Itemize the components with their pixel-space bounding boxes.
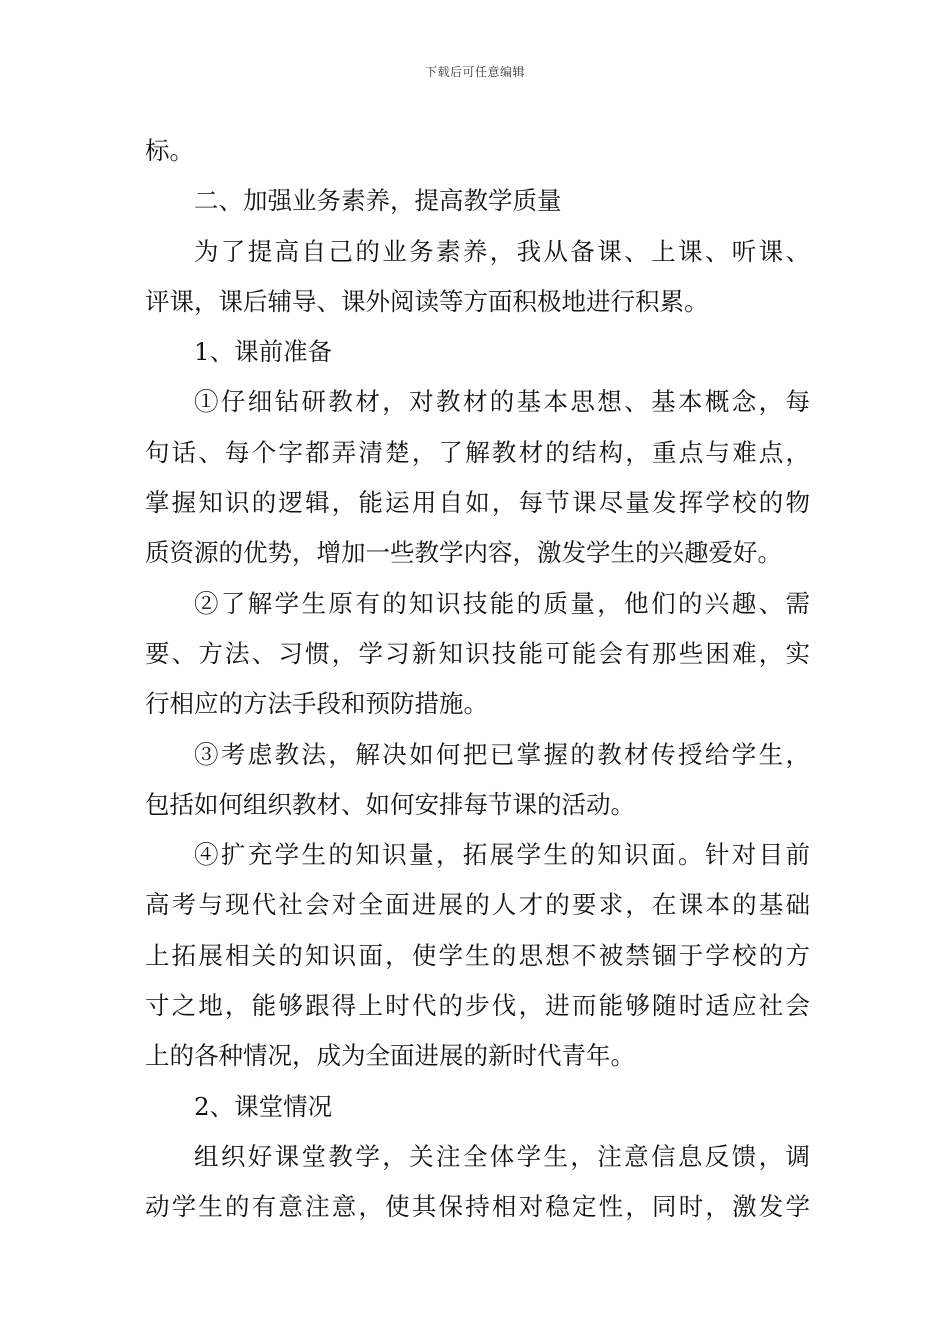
text-line: ④扩充学生的知识量，拓展学生的知识面。针对目前 [194, 840, 810, 870]
text-line: ①仔细钻研教材，对教材的基本思想、基本概念，每 [194, 387, 810, 417]
text-line: 上拓展相关的知识面，使学生的思想不被禁锢于学校的方 [145, 940, 810, 970]
text-line: 寸之地，能够跟得上时代的步伐，进而能够随时适应社会 [145, 991, 810, 1021]
text-line: 包括如何组织教材、如何安排每节课的活动。 [145, 789, 635, 819]
text-line: 评课，课后辅导、课外阅读等方面积极地进行积累。 [145, 286, 709, 316]
text-line: 上的各种情况，成为全面进展的新时代青年。 [145, 1041, 635, 1071]
page-header: 下载后可任意编辑 [424, 65, 525, 79]
text-line: 2、课堂情况 [194, 1091, 333, 1121]
text-line: 行相应的方法手段和预防措施。 [145, 689, 488, 719]
text-line: 要、方法、习惯，学习新知识技能可能会有那些困难，实 [145, 638, 810, 668]
text-line: 句话、每个字都弄清楚，了解教材的结构，重点与难点， [145, 437, 810, 467]
text-line: 1、课前准备 [194, 337, 333, 367]
text-line: 质资源的优势，增加一些教学内容，激发学生的兴趣爱好。 [145, 538, 782, 568]
text-line: 掌握知识的逻辑，能运用自如，每节课尽量发挥学校的物 [145, 488, 810, 518]
text-line: 高考与现代社会对全面进展的人才的要求，在课本的基础 [145, 890, 810, 920]
text-line: 组织好课堂教学，关注全体学生，注意信息反馈，调 [194, 1141, 810, 1171]
text-line: 动学生的有意注意，使其保持相对稳定性，同时，激发学 [145, 1192, 810, 1222]
text-line: 为了提高自己的业务素养，我从备课、上课、听课、 [194, 236, 810, 266]
text-line: ③考虑教法，解决如何把已掌握的教材传授给学生， [194, 739, 810, 769]
text-line: 标。 [145, 136, 194, 165]
document-body [145, 126, 810, 1233]
text-line: 二、加强业务素养，提高教学质量 [194, 186, 562, 216]
text-line: ②了解学生原有的知识技能的质量，他们的兴趣、需 [194, 588, 810, 618]
